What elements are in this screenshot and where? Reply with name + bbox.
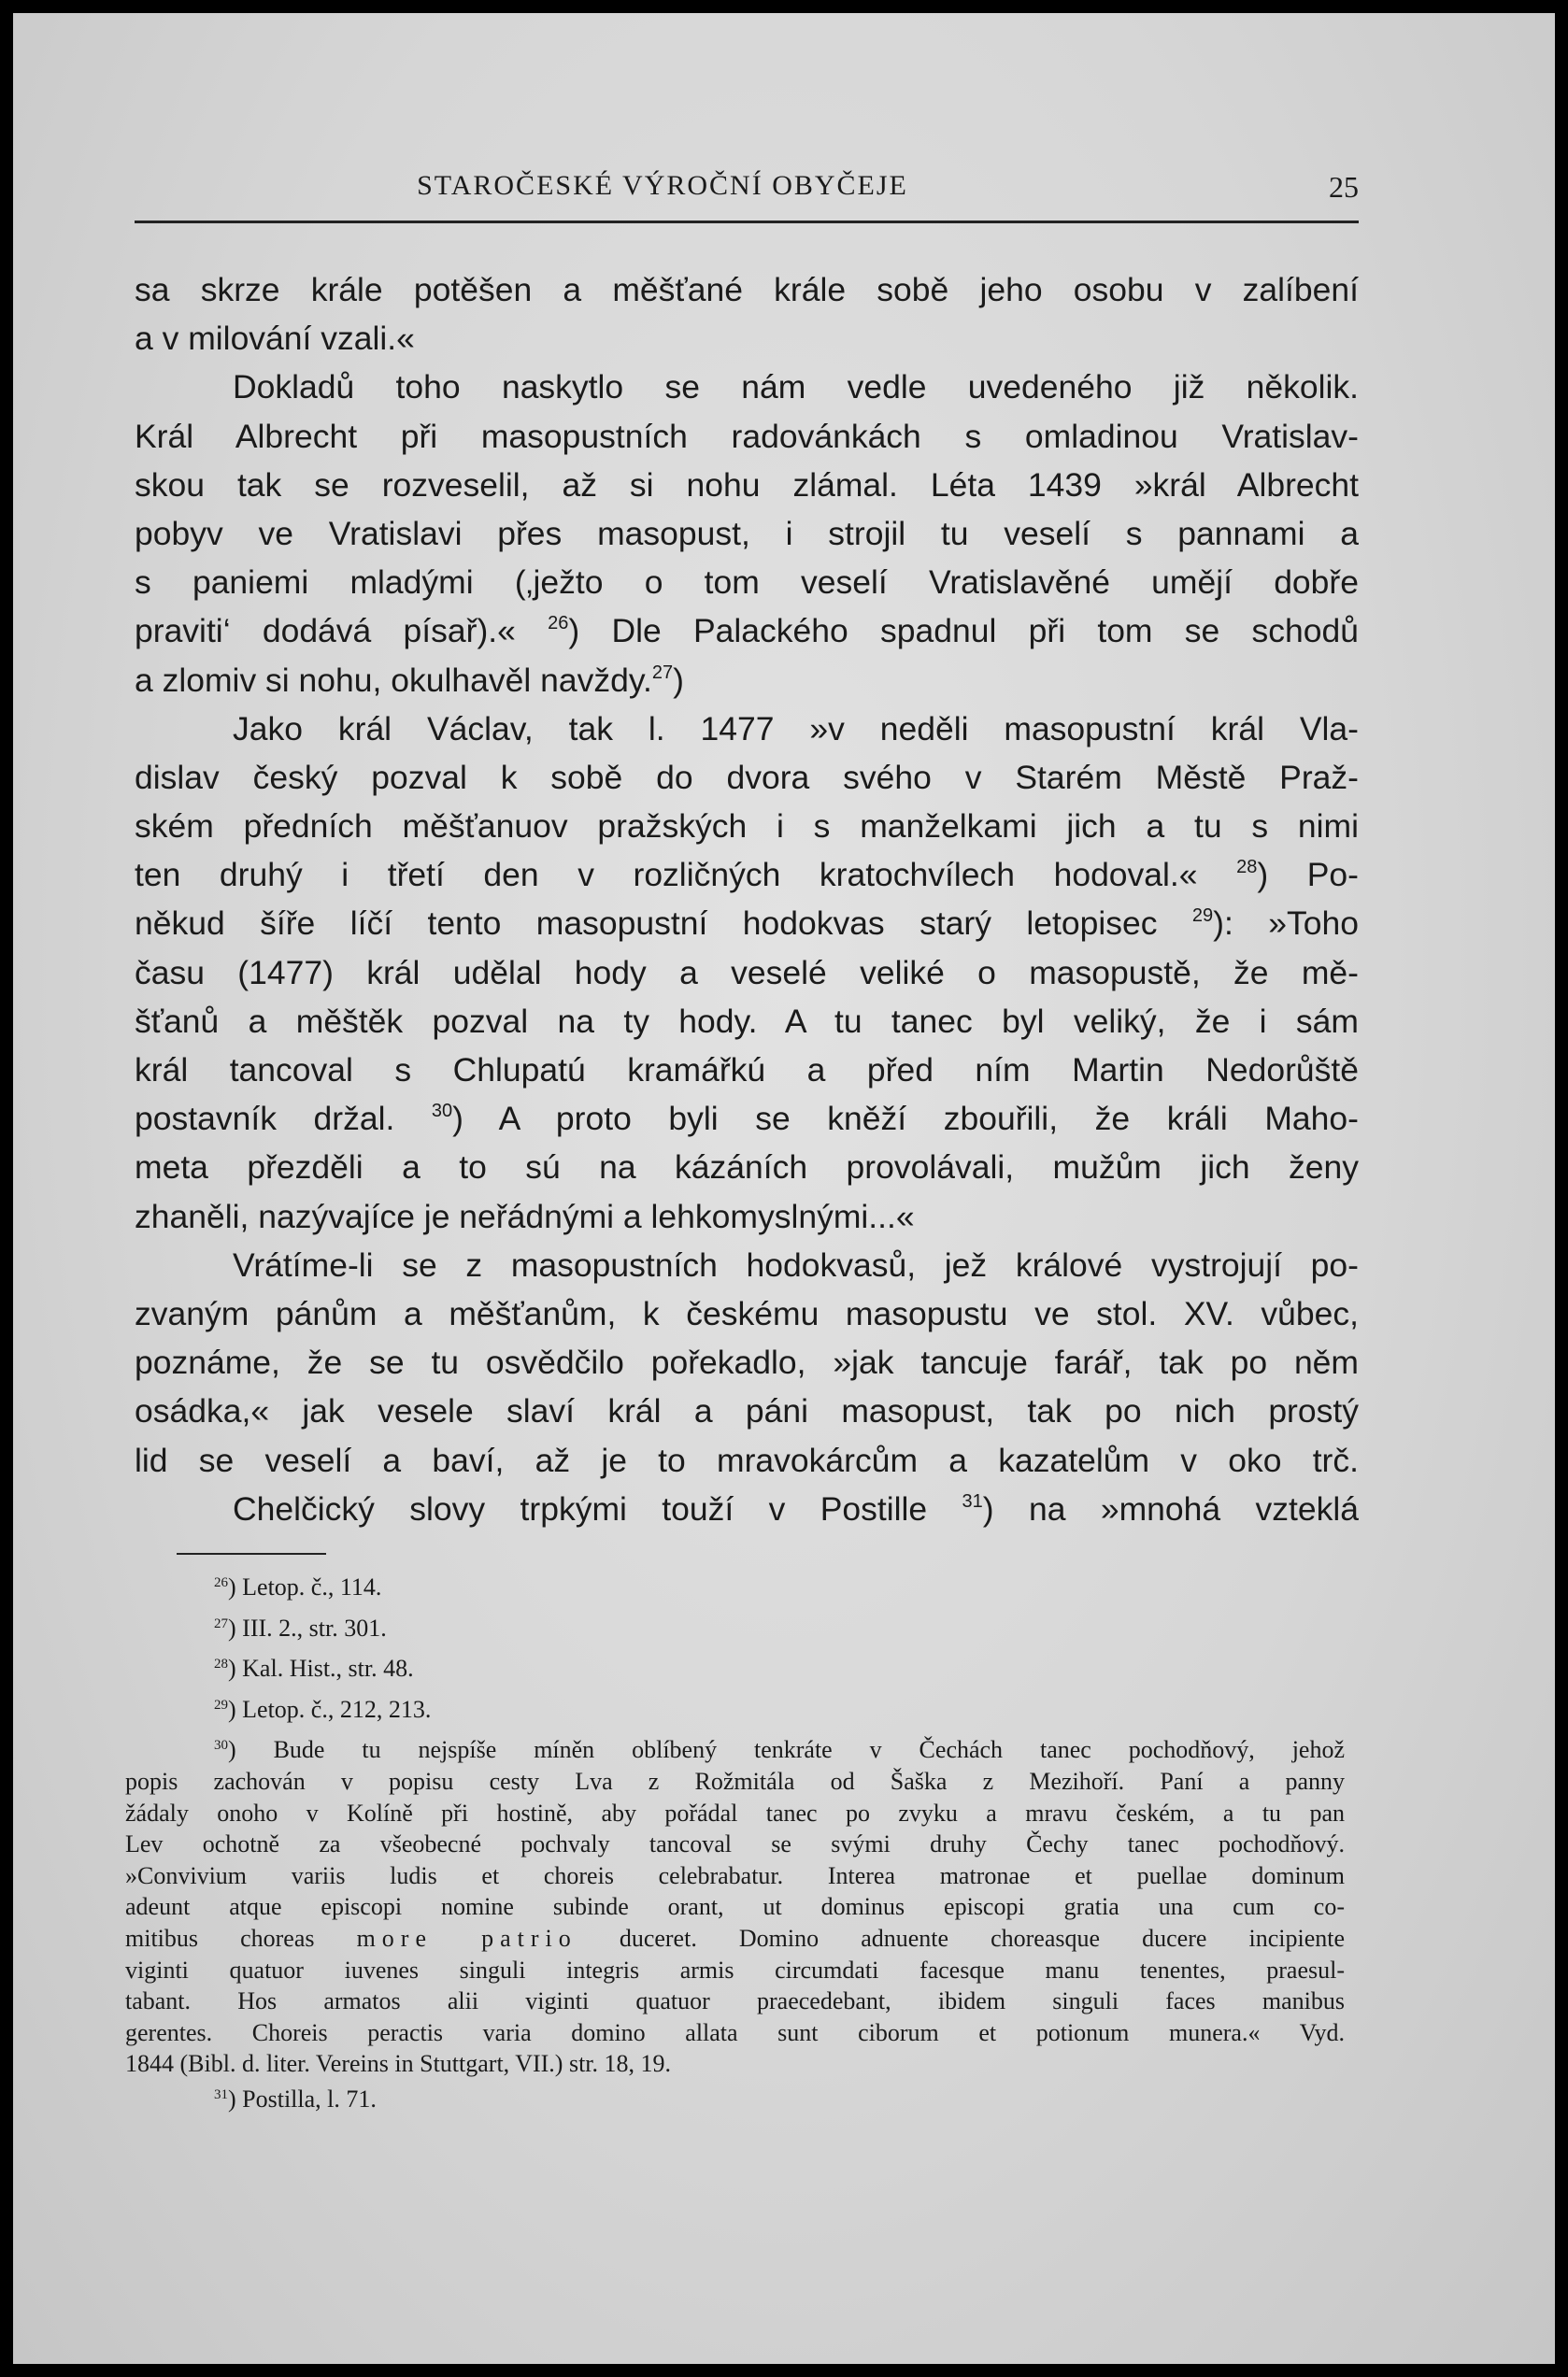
footnote-line: popis zachován v popisu cesty Lva z Rožmitála od Šaška z Mezihoří. Paní a panny bbox=[125, 1767, 1345, 1795]
footnote-text: ) Kal. Hist., str. 48. bbox=[228, 1655, 414, 1683]
text-line: král tancoval s Chlupatú kramářkú a před ním Martin Nedorůště bbox=[135, 1051, 1359, 1089]
footnotes bbox=[125, 1572, 1345, 2125]
text-fragment: a zlomiv si nohu, okulhavěl navždy. bbox=[135, 661, 652, 699]
footnote-ref: 27 bbox=[651, 662, 674, 683]
footnote-text: ) Letop. č., 114. bbox=[228, 1573, 382, 1601]
text-line: ském předních měšťanuov pražských i s manželkami jich a tu s nimi bbox=[135, 807, 1359, 846]
text-line: pobyv ve Vratislavi přes masopust, i strojil tu veselí s pannami a bbox=[135, 514, 1359, 552]
footnote-line bbox=[125, 1734, 1345, 1766]
text-fragment: Chelčický slovy trpkými touží v Postille bbox=[233, 1489, 928, 1528]
text-line: lid se veselí a baví, až je to mravokárcům a kazatelům v oko trč. bbox=[135, 1441, 1359, 1479]
running-head bbox=[135, 170, 1359, 217]
text-line bbox=[135, 899, 1359, 947]
text-line: s paniemi mladými (‚ježto o tom veselí Vratislavěné umějí dobře bbox=[135, 563, 1359, 602]
text-line: a v milování vzali.« bbox=[135, 320, 415, 358]
footnote-number: 28 bbox=[214, 1657, 228, 1672]
text-line bbox=[135, 850, 1359, 899]
footnote-28 bbox=[125, 1653, 1345, 1685]
footnote-text: ) III. 2., str. 301. bbox=[228, 1614, 387, 1642]
footnote-line: viginti quatuor iuvenes singuli integris armis circumdati facesque manu tenentes, praesul- bbox=[125, 1956, 1345, 1984]
text-line bbox=[135, 1485, 1359, 1533]
text-line: dislav český pozval k sobě do dvora svého v Starém Městě Praž- bbox=[135, 758, 1359, 796]
footnote-30 bbox=[125, 1734, 1345, 2080]
text-line: meta přezděli a to sú na kázáních provolávali, mužům jich ženy bbox=[135, 1148, 1359, 1187]
text-fragment: ) bbox=[673, 661, 684, 699]
text-line bbox=[135, 606, 1359, 655]
footnote-number: 29 bbox=[214, 1697, 228, 1713]
footnote-line: žádaly onoho v Kolíně při hostině, aby pořádal tanec po zvyku a mravu českém, a tu pan bbox=[125, 1799, 1345, 1827]
text-fragment: ) A proto byli se kněží zbouřili, že králi Maho- bbox=[452, 1100, 1359, 1138]
text-fragment: ten druhý i třetí den v rozličných kratochvílech hodoval.« bbox=[135, 856, 1198, 894]
footnote-text: duceret. Domino adnuente choreasque ducere incipiente bbox=[619, 1924, 1345, 1952]
text-fragment: postavník držal. bbox=[135, 1100, 395, 1138]
footnote-number: 26 bbox=[214, 1575, 228, 1590]
text-line: Král Albrecht při masopustních radovánkách s omladinou Vratislav- bbox=[135, 417, 1359, 455]
footnote-text: mitibus choreas bbox=[125, 1924, 315, 1952]
text-fragment: ) Dle Palackého spadnul při tom se schodů bbox=[568, 612, 1359, 650]
footnote-number: 27 bbox=[214, 1616, 228, 1631]
text-fragment: někud šíře líčí tento masopustní hodokvas starý letopisec bbox=[135, 904, 1158, 943]
text-line: Jako král Václav, tak l. 1477 »v neděli masopustní král Vla- bbox=[233, 709, 1359, 747]
text-line: poznáme, že se tu osvědčilo pořekadlo, »jak tancuje farář, tak po něm bbox=[135, 1344, 1359, 1382]
footnote-ref: 30 bbox=[431, 1101, 453, 1122]
text-line bbox=[135, 656, 1359, 705]
footnote-number: 30 bbox=[214, 1738, 228, 1754]
text-line: osádka,« jak vesele slaví král a páni masopust, tak po nich prostý bbox=[135, 1392, 1359, 1430]
main-text bbox=[135, 265, 1359, 1533]
footnote-ref: 29 bbox=[1191, 905, 1214, 927]
footnote-line: 1844 (Bibl. d. liter. Vereins in Stuttgart, VII.) str. 18, 19. bbox=[125, 2050, 672, 2078]
text-line: skou tak se rozveselil, až si nohu zlámal. Léta 1439 »král Albrecht bbox=[135, 465, 1359, 504]
footnote-ref: 26 bbox=[548, 613, 569, 634]
footnote-29 bbox=[125, 1694, 1345, 1726]
footnote-text: ) Postilla, l. 71. bbox=[228, 2085, 377, 2113]
text-line: Dokladů toho naskytlo se nám vedle uvedeného již několik. bbox=[233, 368, 1359, 406]
footnote-number: 31 bbox=[214, 2086, 228, 2102]
footnote-26 bbox=[125, 1572, 1345, 1603]
footnote-line: Lev ochotně za všeobecné pochvaly tancoval se svými druhy Čechy tanec pochodňový. bbox=[125, 1830, 1345, 1858]
emphasized-phrase: more patrio bbox=[356, 1924, 577, 1952]
footnote-line: »Convivium variis ludis et choreis celebrabatur. Interea matronae et puellae dominum bbox=[125, 1861, 1345, 1889]
text-line: Vrátíme-li se z masopustních hodokvasů, jež králové vystrojují po- bbox=[233, 1245, 1359, 1284]
text-line: zvaným pánům a měšťanům, k českému masopustu ve stol. XV. vůbec, bbox=[135, 1294, 1359, 1332]
footnote-line: tabant. Hos armatos alii viginti quatuor praecedebant, ibidem singuli faces manibus bbox=[125, 1987, 1345, 2015]
text-line: sa skrze krále potěšen a měšťané krále sobě jeho osobu v zalíbení bbox=[135, 271, 1359, 308]
footnote-rule bbox=[177, 1553, 326, 1555]
footnote-line: adeunt atque episcopi nomine subinde orant, ut dominus episcopi gratia una cum co- bbox=[125, 1893, 1345, 1921]
text-fragment: praviti‘ dodává písař).« bbox=[135, 612, 516, 650]
footnote-ref: 28 bbox=[1236, 857, 1258, 878]
text-fragment: ): »Toho bbox=[1213, 904, 1359, 943]
text-line: času (1477) král udělal hody a veselé veliké o masopustě, že mě- bbox=[135, 953, 1359, 991]
running-head-title: STAROČESKÉ VÝROČNÍ OBYČEJE bbox=[417, 170, 908, 201]
footnote-ref: 31 bbox=[962, 1490, 983, 1512]
text-line: zhaněli, nazývajíce je neřádnými a lehkomyslnými...« bbox=[135, 1197, 915, 1235]
header-rule bbox=[135, 221, 1359, 223]
text-fragment: ) Po- bbox=[1257, 856, 1359, 894]
footnote-text: ) Letop. č., 212, 213. bbox=[228, 1695, 432, 1723]
footnote-31 bbox=[125, 2084, 1345, 2115]
page-number: 25 bbox=[1329, 170, 1359, 204]
footnote-text: ) Bude tu nejspíše míněn oblíbený tenkráte v Čechách tanec pochodňový, jehož bbox=[228, 1736, 1345, 1764]
text-line bbox=[135, 1094, 1359, 1143]
footnote-line bbox=[125, 1923, 1345, 1955]
footnote-line: gerentes. Choreis peractis varia domino allata sunt ciborum et potionum munera.« Vyd. bbox=[125, 2018, 1345, 2046]
book-page bbox=[13, 13, 1555, 2364]
footnote-27 bbox=[125, 1613, 1345, 1644]
text-line: šťanů a měštěk pozval na ty hody. A tu tanec byl veliký, že i sám bbox=[135, 1002, 1359, 1040]
text-fragment: ) na »mnohá vzteklá bbox=[982, 1489, 1359, 1528]
